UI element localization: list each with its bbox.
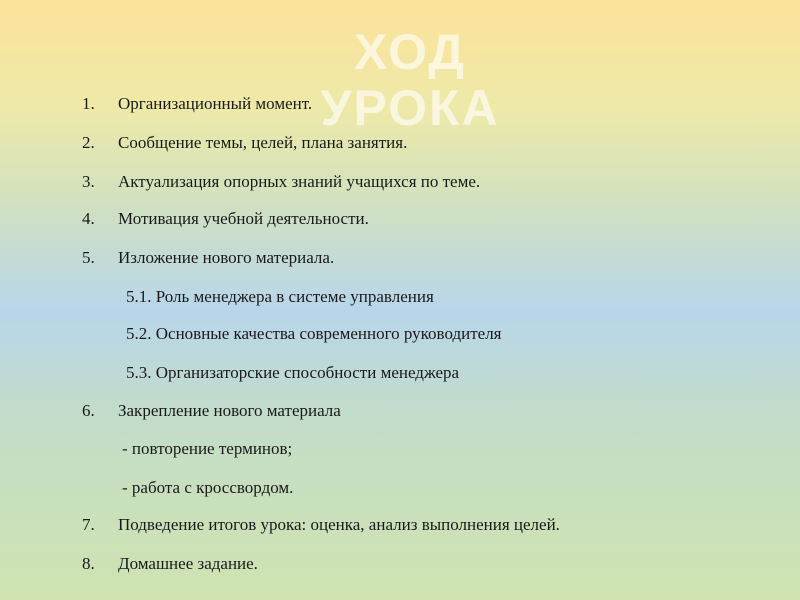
plan-subitem-text: - работа с кроссвордом. [122, 478, 294, 497]
plan-item-number: 2. [82, 133, 95, 152]
plan-item-text: Сообщение темы, целей, плана занятия. [118, 133, 408, 152]
plan-item-number: 8. [82, 554, 95, 573]
plan-item-number: 4. [82, 209, 95, 228]
plan-item-text: Мотивация учебной деятельности. [118, 209, 369, 228]
plan-subitem-text: 5.2. Основные качества современного руководителя [126, 324, 502, 343]
plan-subitem-text: 5.3. Организаторские способности менеджера [126, 363, 460, 382]
plan-item-text: Изложение нового материала. [118, 248, 335, 267]
plan-item-number: 7. [82, 515, 95, 534]
slide-title-line-2: УРОКА [320, 80, 500, 136]
plan-subitem-text: 5.1. Роль менеджера в системе управления [126, 287, 434, 306]
plan-item-number: 6. [82, 401, 95, 420]
plan-item-number: 3. [82, 172, 95, 191]
plan-item-text: Организационный момент. [118, 94, 313, 113]
plan-item-text: Подведение итогов урока: оценка, анализ выполнения целей. [118, 515, 560, 534]
plan-item-number: 1. [82, 94, 95, 113]
plan-item-text: Домашнее задание. [118, 554, 258, 573]
plan-item-text: Закрепление нового материала [118, 401, 341, 420]
plan-item-number: 5. [82, 248, 95, 267]
plan-subitem-text: - повторение терминов; [122, 439, 293, 458]
plan-item-text: Актуализация опорных знаний учащихся по теме. [118, 172, 481, 191]
slide-title-line-1: ХОД [354, 24, 466, 80]
